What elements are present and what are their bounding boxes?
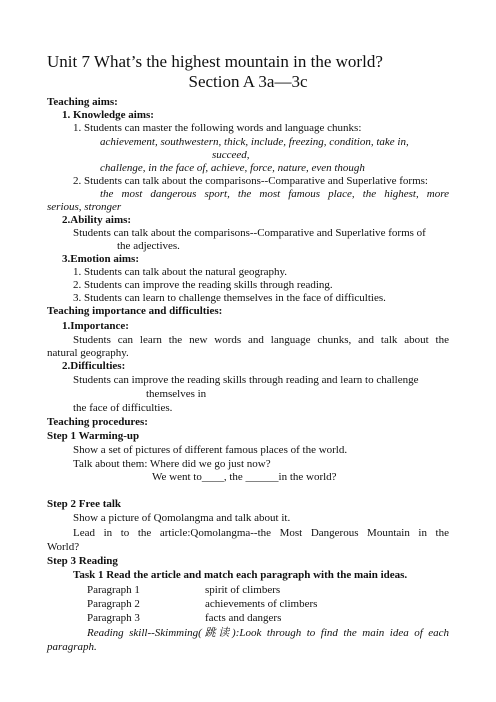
difficulties-line-2: themselves in (146, 388, 207, 400)
teaching-aims-heading: Teaching aims: (47, 96, 118, 108)
ability-line-1: Students can talk about the comparisons--Comparative and Superlative forms of (73, 227, 426, 239)
knowledge-item-1: 1. Students can master the following words and language chunks: (73, 122, 362, 134)
emotion-item-1: 1. Students can talk about the natural geography. (73, 266, 288, 278)
paragraph-idea: spirit of climbers (205, 584, 281, 596)
task1-heading: Task 1 Read the article and match each paragraph with the main ideas. (73, 569, 408, 581)
importance-difficulties-heading: Teaching importance and difficulties: (47, 305, 223, 317)
procedures-heading: Teaching procedures: (47, 416, 148, 428)
difficulties-line-1: Students can improve the reading skills through reading and learn to challenge (73, 374, 419, 386)
emotion-item-3: 3. Students can learn to challenge themselves in the face of difficulties. (73, 292, 386, 304)
step1-line-1: Show a set of pictures of different famous places of the world. (73, 444, 348, 456)
step2-heading: Step 2 Free talk (47, 498, 122, 510)
step1-line-2: Talk about them: Where did we go just now? (73, 458, 271, 470)
ability-aims-heading: 2.Ability aims: (62, 214, 132, 226)
difficulties-line-3: the face of difficulties. (73, 402, 173, 414)
paragraph-idea: achievements of climbers (205, 598, 318, 610)
unit-title: Unit 7 What’s the highest mountain in the world? (47, 52, 383, 71)
step2-line-2: Lead in to the article:Qomolangma--the Most Dangerous Mountain in the (73, 527, 449, 539)
importance-heading: 1.Importance: (62, 320, 129, 332)
knowledge-item-2: 2. Students can talk about the comparisons--Comparative and Superlative forms: (73, 175, 428, 187)
reading-skill-line-2: paragraph. (47, 641, 97, 653)
paragraph-label: Paragraph 1 (87, 584, 140, 596)
paragraph-idea: facts and dangers (205, 612, 282, 624)
reading-skill-line-1: Reading skill--Skimming(跳读):Look through to find the main idea of each (87, 627, 449, 639)
step1-heading: Step 1 Warming-up (47, 430, 140, 442)
words-line-2: succeed, (212, 149, 250, 161)
section-title: Section A 3a—3c (188, 72, 308, 91)
difficulties-heading: 2.Difficulties: (62, 360, 126, 372)
examples-line-2: serious, stronger (47, 201, 122, 213)
step2-line-1: Show a picture of Qomolangma and talk about it. (73, 512, 291, 524)
importance-line-2: natural geography. (47, 347, 129, 359)
step2-line-3: World? (47, 541, 80, 553)
step1-line-3: We went to____, the ______in the world? (152, 471, 337, 483)
importance-line-1: Students can learn the new words and language chunks, and talk about the (73, 334, 449, 346)
ability-line-2: the adjectives. (117, 240, 180, 252)
words-line-3: challenge, in the face of, achieve, force, nature, even though (100, 162, 365, 174)
step3-heading: Step 3 Reading (47, 555, 118, 567)
words-line-1: achievement, southwestern, thick, include, freezing, condition, take in, (100, 136, 409, 148)
examples-line-1: the most dangerous sport, the most famous place, the highest, more (100, 188, 449, 200)
emotion-item-2: 2. Students can improve the reading skills through reading. (73, 279, 333, 291)
emotion-aims-heading: 3.Emotion aims: (62, 253, 139, 265)
knowledge-aims-heading: 1. Knowledge aims: (62, 109, 154, 121)
paragraph-label: Paragraph 2 (87, 598, 140, 610)
paragraph-label: Paragraph 3 (87, 612, 140, 624)
